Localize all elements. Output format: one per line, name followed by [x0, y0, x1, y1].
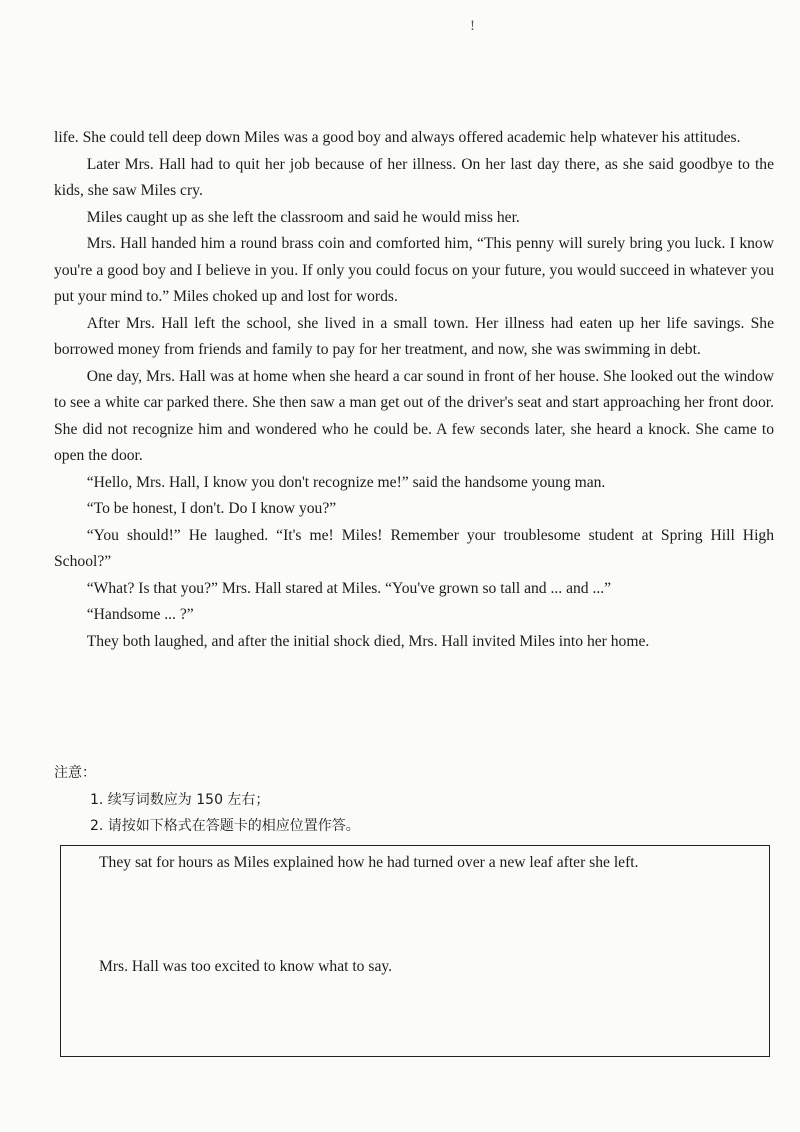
story-passage: [54, 125, 774, 655]
paragraph-8: “To be honest, I don't. Do I know you?”: [86, 500, 337, 517]
answer-paragraph-2-opening: Mrs. Hall was too excited to know what to say.: [99, 958, 393, 975]
paragraph-12: They both laughed, and after the initial shock died, Mrs. Hall invited Miles into her home.: [86, 632, 650, 650]
paragraph-5: After Mrs. Hall left the school, she lived in a small town. Her illness had eaten up her life savings. She borrowed money from friends and family to pay for her treatment, and now, she was swimming in debt.: [54, 314, 774, 358]
answer-box: [60, 845, 770, 1057]
paragraph-6: One day, Mrs. Hall was at home when she heard a car sound in front of her house. She looked out the window to see a white car parked there. She then saw a man get out of the driver's seat and start approaching her front door. She did not recognize him and wondered who he could be. A few seconds later, she heard a knock. She came to open the door.: [54, 367, 774, 464]
paragraph-9: “You should!” He laughed. “It's me! Miles! Remember your troublesome student at Spring Hill High School?”: [54, 526, 774, 570]
page-mark: !: [470, 18, 475, 34]
notes-heading: 注意：: [54, 765, 96, 781]
paragraph-11: “Handsome ... ?”: [86, 606, 194, 623]
paragraph-10: “What? Is that you?” Mrs. Hall stared at Miles. “You've grown so tall and ... and ...”: [86, 579, 612, 597]
note-item-format: 2. 请按如下格式在答题卡的相应位置作答。: [90, 818, 360, 834]
paragraph-3: Miles caught up as she left the classroom and said he would miss her.: [86, 208, 520, 226]
paragraph-2: Later Mrs. Hall had to quit her job because of her illness. On her last day there, as she said goodbye to the kids, she saw Miles cry.: [54, 155, 774, 199]
paragraph-7: “Hello, Mrs. Hall, I know you don't recognize me!” said the handsome young man.: [86, 473, 606, 491]
note-item-word-count: 1. 续写词数应为 150 左右；: [90, 791, 270, 808]
notes-section: [54, 760, 774, 840]
paragraph-4: Mrs. Hall handed him a round brass coin and comforted him, “This penny will surely bring you luck. I know you're a good boy and I believe in you. If only you could focus on your future, you would succeed in whatever you put your mind to.” Miles choked up and lost for words.: [54, 235, 774, 305]
paragraph-1: life. She could tell deep down Miles was a good boy and always offered academic help whatever his attitudes.: [54, 129, 741, 146]
answer-paragraph-1-opening: They sat for hours as Miles explained how he had turned over a new leaf after she left.: [99, 854, 639, 871]
